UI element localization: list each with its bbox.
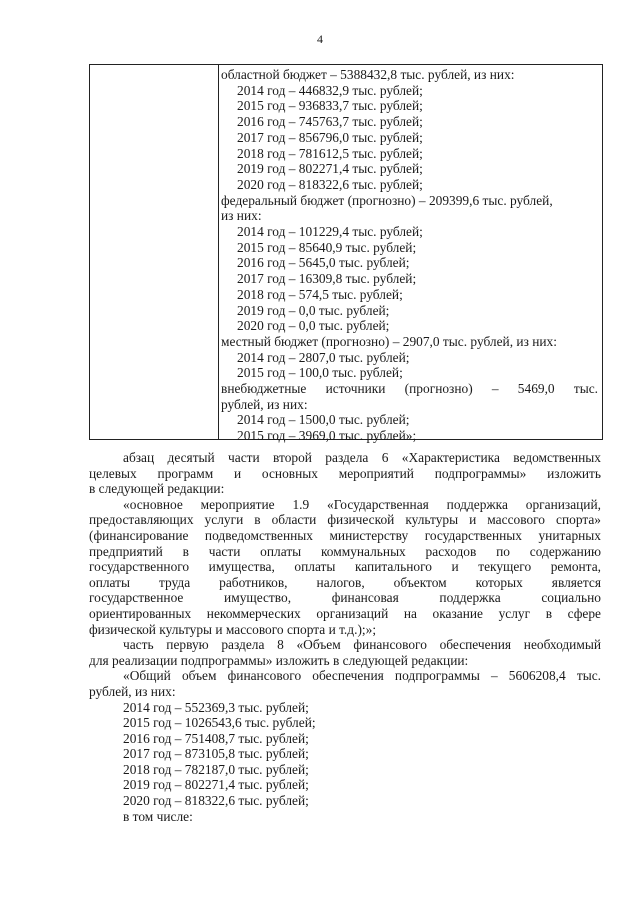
text-line: государственное имущество, финансовая поддержка социально (89, 590, 601, 606)
local-budget-header: местный бюджет (прогнозно) – 2907,0 тыс. рублей, из них: (221, 333, 557, 349)
text-line: в следующей редакции: (89, 481, 225, 497)
federal-year-line: 2018 год – 574,5 тыс. рублей; (237, 286, 403, 302)
regional-year-line: 2015 год – 936833,7 тыс. рублей; (237, 98, 423, 114)
extrabudgetary-year-line: 2014 год – 1500,0 тыс. рублей; (237, 412, 410, 428)
federal-budget-header: федеральный бюджет (прогнозно) – 209399,6 тыс. рублей, (221, 192, 553, 208)
extrabudgetary-header-cont: рублей, из них: (221, 396, 308, 412)
text-line: оплаты труда работников, налогов, объектом которых является (89, 574, 601, 590)
federal-year-line: 2017 год – 16309,8 тыс. рублей; (237, 271, 417, 287)
text-line: предоставляющих услуги в области физической культуры и массового спорта» (89, 512, 601, 528)
page-number: 4 (317, 32, 323, 46)
federal-year-line: 2019 год – 0,0 тыс. рублей; (237, 302, 390, 318)
federal-budget-header-cont: из них: (221, 208, 262, 224)
text-line: предприятий в части оплаты коммунальных расходов по содержанию (89, 543, 601, 559)
regional-year-line: 2018 год – 781612,5 тыс. рублей; (237, 145, 423, 161)
federal-year-line: 2015 год – 85640,9 тыс. рублей; (237, 239, 417, 255)
text-line: рублей, из них: (89, 683, 176, 699)
paragraph-measure-1-9 (89, 497, 601, 637)
federal-year-line: 2016 год – 5645,0 тыс. рублей; (237, 255, 410, 271)
total-year-line: 2015 год – 1026543,6 тыс. рублей; (123, 715, 316, 731)
text-line: для реализации подпрограммы» изложить в следующей редакции: (89, 652, 469, 668)
paragraph-section6-amendment (89, 450, 601, 497)
regional-year-line: 2020 год – 818322,6 тыс. рублей; (237, 176, 423, 192)
total-year-line: 2019 год – 802271,4 тыс. рублей; (123, 777, 309, 793)
total-year-line: 2020 год – 818322,6 тыс. рублей; (123, 793, 309, 809)
local-year-line: 2015 год – 100,0 тыс. рублей; (237, 365, 403, 381)
text-line: ориентированных некоммерческих организаций на оказание услуг в сфере (89, 605, 601, 621)
total-year-line: 2018 год – 782187,0 тыс. рублей; (123, 761, 309, 777)
regional-year-line: 2017 год – 856796,0 тыс. рублей; (237, 129, 423, 145)
funding-table-cell (221, 67, 598, 444)
local-year-line: 2014 год – 2807,0 тыс. рублей; (237, 349, 410, 365)
extrabudgetary-header: внебюджетные источники (прогнозно) – 5469,0 тыс. (221, 381, 598, 397)
total-year-line: 2016 год – 751408,7 тыс. рублей; (123, 730, 309, 746)
text-line: абзац десятый части второй раздела 6 «Характеристика ведомственных (123, 450, 601, 465)
text-line: (финансирование подведомственных министерству государственных унитарных (89, 527, 601, 543)
paragraph-section8-amendment (89, 637, 601, 668)
text-line: часть первую раздела 8 «Объем финансового обеспечения необходимый (123, 637, 601, 653)
total-year-line: 2014 год – 552369,3 тыс. рублей; (123, 699, 309, 715)
text-line: «основное мероприятие 1.9 «Государственная поддержка организаций, (123, 496, 601, 512)
regional-year-line: 2019 год – 802271,4 тыс. рублей; (237, 161, 423, 177)
text-line: целевых программ и основных мероприятий подпрограммы» изложить (89, 465, 601, 481)
including-line: в том числе: (123, 808, 193, 824)
federal-year-line: 2014 год – 101229,4 тыс. рублей; (237, 224, 423, 240)
extrabudgetary-year-line: 2015 год – 3969,0 тыс. рублей»; (237, 428, 417, 444)
regional-year-line: 2014 год – 446832,9 тыс. рублей; (237, 82, 423, 98)
funding-table (89, 64, 603, 444)
regional-budget-header: областной бюджет – 5388432,8 тыс. рублей, из них: (221, 67, 515, 82)
federal-year-line: 2020 год – 0,0 тыс. рублей; (237, 318, 390, 334)
document-body (89, 450, 601, 824)
text-line: физической культуры и массового спорта и т.д.);»; (89, 621, 377, 637)
text-line: «Общий объем финансового обеспечения подпрограммы – 5606208,4 тыс. (123, 668, 601, 684)
text-line: государственного имущества, оплаты капитального и текущего ремонта, (89, 559, 601, 575)
regional-year-line: 2016 год – 745763,7 тыс. рублей; (237, 114, 423, 130)
table-column-divider (218, 65, 219, 439)
paragraph-total-funding (89, 668, 601, 699)
total-year-line: 2017 год – 873105,8 тыс. рублей; (123, 746, 309, 762)
